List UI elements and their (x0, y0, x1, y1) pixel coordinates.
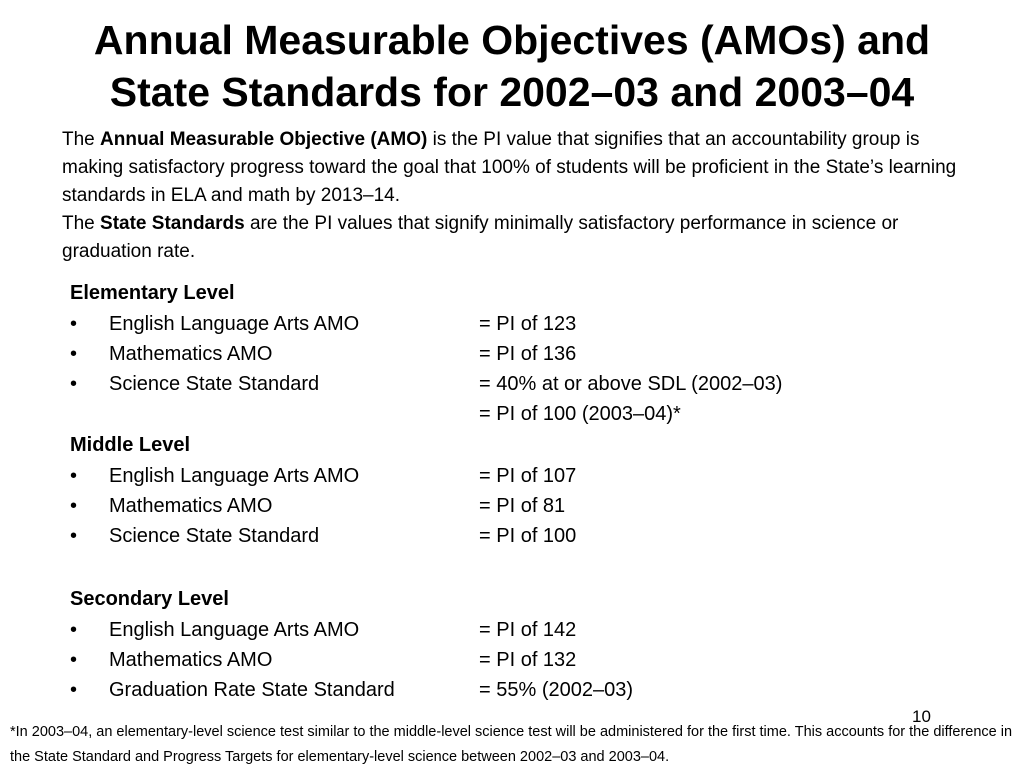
state-standards-definition (62, 210, 982, 266)
slide-title-line-2: State Standards for 2002–03 and 2003–04 (109, 69, 915, 115)
ss-lead: The (62, 213, 101, 234)
list-item (70, 369, 970, 399)
item-label: Science State Standard (109, 373, 320, 395)
item-label: Mathematics AMO (109, 495, 273, 517)
item-value: = PI of 132 (479, 649, 577, 671)
secondary-level (70, 583, 970, 705)
item-value: = 55% (2002–03) (479, 679, 634, 701)
bullet: • (70, 343, 78, 365)
slide-title-line-1: Annual Measurable Objectives (AMOs) and (93, 17, 931, 63)
amo-definition (62, 126, 982, 210)
item-label: Graduation Rate State Standard (109, 679, 395, 701)
list-item (70, 645, 970, 675)
item-label: Mathematics AMO (109, 343, 273, 365)
list-item (70, 309, 970, 339)
footnote: *In 2003–04, an elementary-level science test similar to the middle-level science test will be administered for the first time. This accounts for the difference in the State Standard and Progress Targets for elementary-level science between 2002–03 and 2003–04. (10, 724, 1013, 765)
item-value: = 40% at or above SDL (2002–03) (479, 373, 783, 395)
bullet: • (70, 495, 78, 517)
slide-title (0, 14, 1024, 118)
item-value: = PI of 123 (479, 313, 577, 335)
list-item (70, 615, 970, 645)
item-value: = PI of 142 (479, 619, 577, 641)
elementary-level (70, 277, 970, 429)
level-heading: Middle Level (70, 434, 191, 456)
list-item (70, 675, 970, 705)
level-heading: Secondary Level (70, 588, 229, 610)
bullet: • (70, 619, 78, 641)
state-standards-term: State Standards (100, 213, 245, 234)
item-value: = PI of 107 (479, 465, 577, 487)
bullet: • (70, 679, 78, 701)
amo-term: Annual Measurable Objective (AMO) (100, 129, 428, 150)
list-item (70, 461, 970, 491)
bullet: • (70, 525, 78, 547)
bullet: • (70, 465, 78, 487)
list-item-continuation (70, 399, 970, 429)
list-item (70, 521, 970, 551)
list-item (70, 339, 970, 369)
item-label: English Language Arts AMO (109, 465, 360, 487)
levels-list (70, 277, 970, 705)
amo-lead: The (62, 129, 101, 150)
item-label: English Language Arts AMO (109, 313, 360, 335)
bullet: • (70, 649, 78, 671)
middle-level (70, 429, 970, 551)
item-value: = PI of 81 (479, 495, 566, 517)
intro-paragraph (62, 126, 982, 266)
item-value: = PI of 136 (479, 343, 577, 365)
bullet: • (70, 313, 78, 335)
ss-text: are the PI values that signify minimally satisfactory performance in science or graduation rate. (62, 213, 899, 262)
list-item (70, 491, 970, 521)
bullet: • (70, 373, 78, 395)
section-spacer (70, 551, 970, 583)
item-label: English Language Arts AMO (109, 619, 360, 641)
item-label: Mathematics AMO (109, 649, 273, 671)
item-label: Science State Standard (109, 525, 320, 547)
page-number: 10 (912, 707, 931, 726)
amo-text: is the PI value that signifies that an accountability group is making satisfactory progress toward the goal that 100% of students will be proficient in the State’s learning standards in ELA and math by 2013–14. (62, 129, 957, 206)
level-heading: Elementary Level (70, 282, 235, 304)
item-value: = PI of 100 (2003–04)* (479, 403, 681, 425)
item-value: = PI of 100 (479, 525, 577, 547)
